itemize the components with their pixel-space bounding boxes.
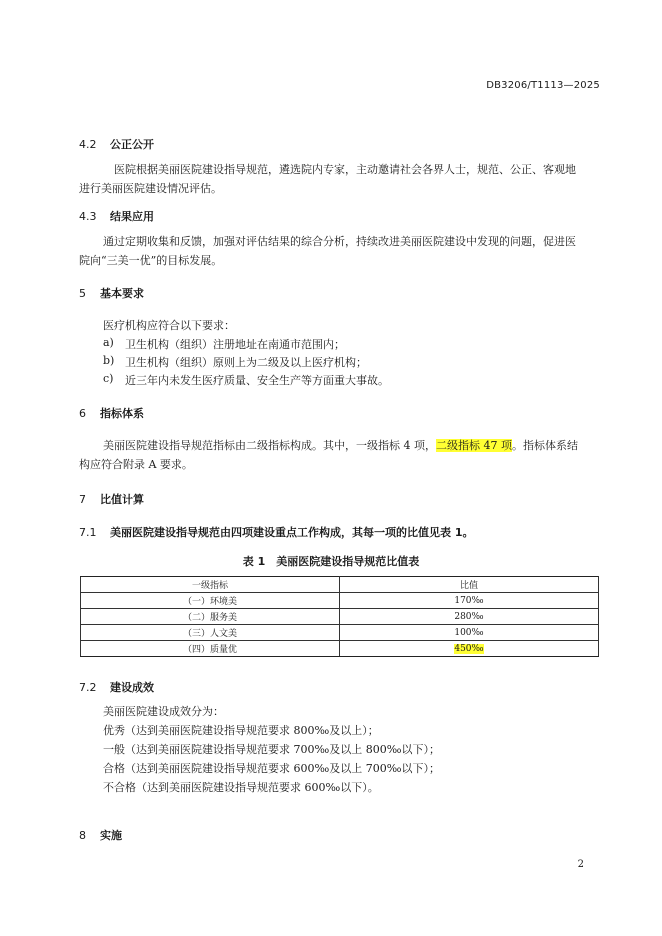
- table-header-cell: 比值: [340, 577, 599, 593]
- table-cell: （四）质量优: [81, 641, 340, 657]
- para-6-line1: [103, 437, 578, 453]
- highlighted-value: 450‰: [454, 643, 484, 654]
- heading-5: 5 基本要求: [79, 287, 144, 300]
- para-6-text-b: 。指标体系结: [512, 439, 578, 452]
- result-item: 不合格（达到美丽医院建设指导规范要求 600‰以下）。: [103, 781, 379, 794]
- standard-code: DB3206/T1113—2025: [486, 80, 600, 91]
- result-item: 合格（达到美丽医院建设指导规范要求 600‰及以上 700‰以下）；: [103, 762, 441, 775]
- table-header-row: [81, 577, 599, 593]
- table-row: [81, 641, 599, 657]
- para-6-line2: 构应符合附录 A 要求。: [79, 458, 193, 471]
- table-cell: 170‰: [340, 593, 599, 609]
- heading-8: 8 实施: [79, 829, 122, 842]
- heading-4-2: 4.2 公正公开: [79, 138, 154, 151]
- table-row: [81, 625, 599, 641]
- table-caption: 表 1 美丽医院建设指导规范比值表: [242, 555, 420, 568]
- para-4-3-line1: 通过定期收集和反馈，加强对评估结果的综合分析，持续改进美丽医院建设中发现的问题，促进医: [103, 235, 576, 248]
- table-cell: （二）服务美: [81, 609, 340, 625]
- para-5-intro: 医疗机构应符合以下要求：: [103, 319, 235, 332]
- heading-4-3: 4.3 结果应用: [79, 210, 154, 223]
- table-row: [81, 609, 599, 625]
- list-item-b-mark: b): [103, 354, 115, 367]
- list-item-c-text: 近三年内未发生医疗质量、安全生产等方面重大事故。: [125, 374, 389, 387]
- list-item-a-text: 卫生机构（组织）注册地址在南通市范围内；: [125, 338, 345, 351]
- list-item-a-mark: a): [103, 336, 114, 349]
- table-row: [81, 593, 599, 609]
- table-header-cell: 一级指标: [81, 577, 340, 593]
- para-4-3-line2: 院向“三美一优”的目标发展。: [79, 254, 223, 267]
- table-cell: 280‰: [340, 609, 599, 625]
- heading-6: 6 指标体系: [79, 407, 144, 420]
- page-number: 2: [577, 859, 584, 870]
- para-7-2-intro: 美丽医院建设成效分为：: [103, 705, 224, 718]
- table-cell: （三）人文美: [81, 625, 340, 641]
- heading-7: 7 比值计算: [79, 493, 144, 506]
- result-item: 一般（达到美丽医院建设指导规范要求 700‰及以上 800‰以下）；: [103, 743, 441, 756]
- para-6-text-a: 美丽医院建设指导规范指标由二级指标构成。其中，一级指标 4 项，: [103, 439, 436, 452]
- heading-7-1: 7.1 美丽医院建设指导规范由四项建设重点工作构成，其每一项的比值见表 1。: [79, 526, 474, 539]
- table-cell: （一）环境美: [81, 593, 340, 609]
- heading-7-2: 7.2 建设成效: [79, 681, 154, 694]
- list-item-b-text: 卫生机构（组织）原则上为二级及以上医疗机构；: [125, 356, 367, 369]
- highlighted-text: 二级指标 47 项: [436, 439, 512, 452]
- para-4-2-line1: 医院根据美丽医院建设指导规范，遴选院内专家，主动邀请社会各界人士，规范、公正、客观地: [114, 163, 576, 176]
- list-item-c-mark: c): [103, 372, 114, 385]
- table-cell: 100‰: [340, 625, 599, 641]
- para-4-2-line2: 进行美丽医院建设情况评估。: [79, 182, 222, 195]
- ratio-table: [80, 576, 599, 657]
- table-cell: [340, 641, 599, 657]
- result-item: 优秀（达到美丽医院建设指导规范要求 800‰及以上）；: [103, 724, 379, 737]
